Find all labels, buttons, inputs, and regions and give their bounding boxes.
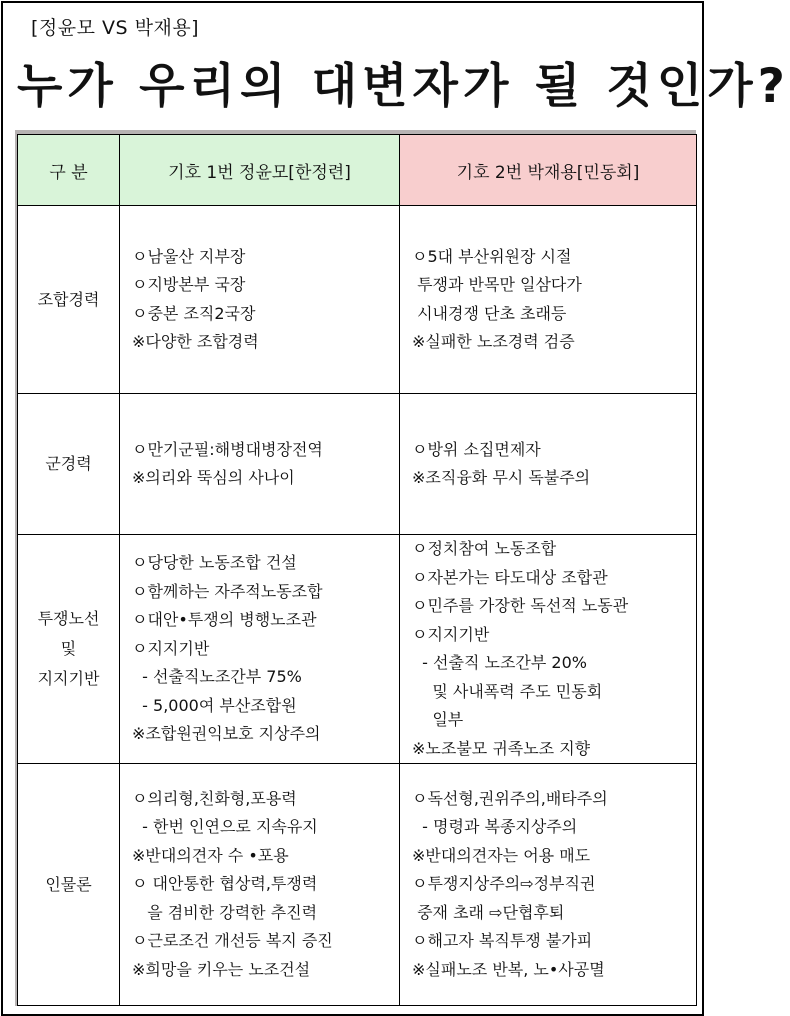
cell-line: ㅇ 대안통한 협상력,투쟁력 [132,874,318,894]
row-category [18,206,120,394]
category-line: 조합경력 [37,289,100,309]
candidate-1-cell [120,535,400,764]
cell-line: ※조직융화 무시 독불주의 [412,468,591,487]
cell-line: ㅇ방위 소집면제자 [412,439,541,459]
cell-line: ㅇ중본 조직2국장 [132,303,256,323]
table-row [18,394,697,535]
cell-line: - 한번 인연으로 지속유지 [132,817,318,837]
cell-line: - 선출직노조간부 75% [132,667,302,687]
header-category: 구 분 [18,135,120,206]
cell-line: ※희망을 키우는 노조건설 [132,959,311,979]
cell-line: ㅇ근로조건 개선등 복지 증진 [132,931,333,951]
cell-line: ㅇ만기군필:해병대병장전역 [132,439,323,459]
category-line: 및 [60,639,77,658]
cell-line: ※반대의견자는 어용 매도 [412,845,591,865]
category-line: 투쟁노선 [37,609,100,628]
cell-line: ㅇ지지기반 [132,638,210,658]
cell-line: ㅇ지방본부 국장 [132,275,246,294]
cell-line: ㅇ당당한 노동조합 건설 [132,553,297,573]
page-title: 누가 우리의 대변자가 될 것인가? [17,59,790,114]
cell-line: ※실패한 노조경력 검증 [412,332,575,351]
category-line: 인물론 [45,874,92,894]
cell-line: ㅇ함께하는 자주적노동조합 [132,581,323,601]
table-row [18,764,697,1006]
cell-line: 투쟁과 반목만 일삼다가 [412,275,582,294]
cell-line: ※다양한 조합경력 [132,332,259,351]
row-category [18,535,120,764]
cell-line: 및 사내폭력 주도 민동회 [412,681,603,701]
table-row [18,206,697,394]
cell-line: 을 겸비한 강력한 추진력 [132,902,318,922]
cell-line: - 선출직 노조간부 20% [412,653,587,672]
candidate-2-cell [400,764,697,1006]
candidate-2-cell [400,206,697,394]
cell-line: - 명령과 복종지상주의 [412,817,578,837]
table-row [18,535,697,764]
cell-line: ※의리와 뚝심의 사나이 [132,468,295,487]
row-category [18,764,120,1006]
subtitle: [정윤모 VS 박재용] [31,17,200,39]
candidate-2-cell [400,535,697,764]
cell-line: - 5,000여 부산조합원 [132,695,297,715]
comparison-table-panel [15,130,696,1006]
cell-line: ※노조불모 귀족노조 지향 [412,738,591,758]
header-candidate-1: 기호 1번 정윤모[한정련] [120,135,400,206]
cell-line: ㅇ자본가는 타도대상 조합관 [412,567,608,587]
cell-line: 중재 초래 ⇨단협후퇴 [412,902,565,922]
comparison-table [17,134,697,1006]
candidate-2-cell [400,394,697,535]
cell-line: 시내경쟁 단초 초래등 [412,303,567,323]
cell-line: ㅇ대안•투쟁의 병행노조관 [132,610,317,630]
cell-line: ※실패노조 반복, 노•사공멸 [412,959,605,979]
category-line: 군경력 [45,454,92,473]
poster-frame [1,1,790,1016]
row-category [18,394,120,535]
cell-line: ㅇ투쟁지상주의⇨정부직권 [412,874,596,894]
category-line: 지지기반 [37,669,100,688]
cell-line: ㅇ5대 부산위원장 시절 [412,246,572,266]
candidate-1-cell [120,764,400,1006]
cell-line: ㅇ정치참여 노동조합 [412,539,557,558]
cell-line: ※반대의견자 수 •포용 [132,845,289,865]
cell-line: 일부 [412,710,464,729]
cell-line: ㅇ해고자 복직투쟁 불가피 [412,931,593,951]
cell-line: ㅇ독선형,권위주의,배타주의 [412,788,608,808]
cell-line: ㅇ민주를 가장한 독선적 노동관 [412,596,629,615]
cell-line: ㅇ지지기반 [412,624,490,644]
candidate-1-cell [120,206,400,394]
cell-line: ㅇ의리형,친화형,포용력 [132,788,297,808]
cell-line: ㅇ남울산 지부장 [132,246,246,266]
cell-line: ※조합원권익보호 지상주의 [132,724,321,744]
header-candidate-2: 기호 2번 박재용[민동회] [400,135,697,206]
table-header-row [18,135,697,206]
candidate-1-cell [120,394,400,535]
